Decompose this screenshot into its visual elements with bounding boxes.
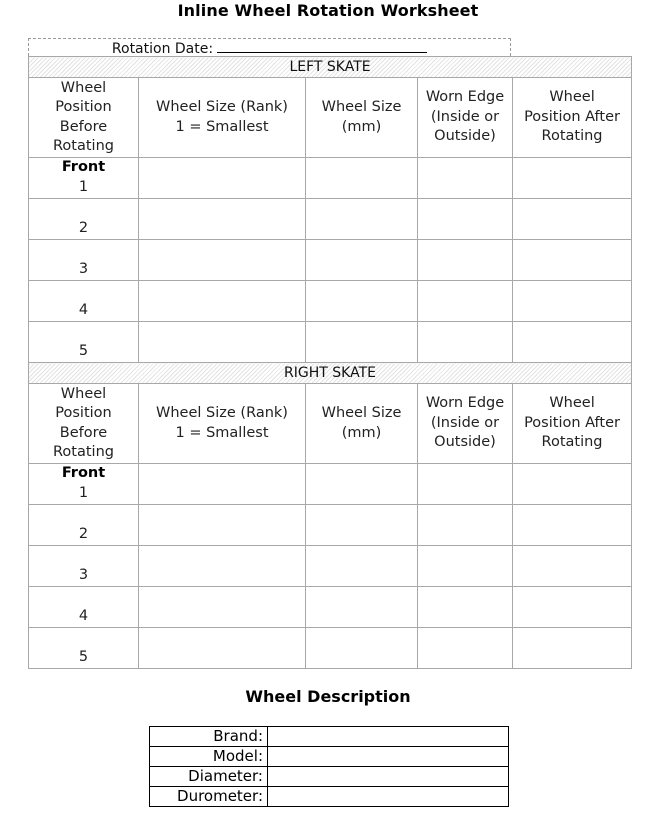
right-skate-header: RIGHT SKATE	[29, 363, 632, 384]
worn-edge-cell[interactable]	[418, 281, 513, 322]
diameter-row	[150, 767, 509, 787]
position-cell: 4	[29, 587, 139, 628]
worn-edge-cell[interactable]	[418, 240, 513, 281]
worn-edge-cell[interactable]	[418, 505, 513, 546]
position-after-cell[interactable]	[513, 628, 632, 669]
table-row	[29, 546, 632, 587]
col-header-position-after: Wheel Position After Rotating	[513, 78, 632, 158]
durometer-label: Durometer:	[150, 787, 268, 807]
size-mm-cell[interactable]	[306, 240, 418, 281]
size-mm-cell[interactable]	[306, 322, 418, 363]
rank-cell[interactable]	[139, 587, 306, 628]
rank-cell[interactable]	[139, 322, 306, 363]
position-after-cell[interactable]	[513, 281, 632, 322]
table-row	[29, 240, 632, 281]
size-mm-cell[interactable]	[306, 158, 418, 199]
position-cell: 5	[29, 628, 139, 669]
diameter-field[interactable]	[268, 767, 509, 787]
worn-edge-cell[interactable]	[418, 628, 513, 669]
table-row	[29, 628, 632, 669]
position-after-cell[interactable]	[513, 158, 632, 199]
rotation-date-label: Rotation Date:	[111, 41, 214, 57]
position-after-cell[interactable]	[513, 240, 632, 281]
rank-cell[interactable]	[139, 546, 306, 587]
table-row	[29, 505, 632, 546]
table-row	[29, 322, 632, 363]
col-header-worn-edge: Worn Edge (Inside or Outside)	[418, 384, 513, 464]
col-header-position-before: Wheel Position Before Rotating	[29, 384, 139, 464]
rank-cell[interactable]	[139, 240, 306, 281]
page-title: Inline Wheel Rotation Worksheet	[177, 1, 479, 20]
worn-edge-cell[interactable]	[418, 464, 513, 505]
rotation-date-box	[28, 38, 511, 56]
column-header-row	[29, 78, 632, 158]
worn-edge-cell[interactable]	[418, 587, 513, 628]
position-after-cell[interactable]	[513, 199, 632, 240]
col-header-size-mm: Wheel Size (mm)	[306, 384, 418, 464]
rank-cell[interactable]	[139, 505, 306, 546]
front-label: Front	[61, 159, 106, 175]
brand-field[interactable]	[268, 727, 509, 747]
worn-edge-cell[interactable]	[418, 199, 513, 240]
col-header-position-after: Wheel Position After Rotating	[513, 384, 632, 464]
table-row	[29, 587, 632, 628]
model-row	[150, 747, 509, 767]
table-row	[29, 199, 632, 240]
col-header-size-rank: Wheel Size (Rank) 1 = Smallest	[139, 384, 306, 464]
col-header-size-mm: Wheel Size (mm)	[306, 78, 418, 158]
table-row	[29, 281, 632, 322]
wheel-description-title: Wheel Description	[245, 687, 411, 706]
size-mm-cell[interactable]	[306, 587, 418, 628]
table-row	[29, 464, 632, 505]
brand-label: Brand:	[150, 727, 268, 747]
position-cell: 2	[29, 505, 139, 546]
position-after-cell[interactable]	[513, 464, 632, 505]
column-header-row	[29, 384, 632, 464]
col-header-position-before: Wheel Position Before Rotating	[29, 78, 139, 158]
model-field[interactable]	[268, 747, 509, 767]
position-after-cell[interactable]	[513, 505, 632, 546]
size-mm-cell[interactable]	[306, 199, 418, 240]
rotation-date-field[interactable]	[217, 39, 427, 53]
size-mm-cell[interactable]	[306, 628, 418, 669]
position-after-cell[interactable]	[513, 546, 632, 587]
rank-cell[interactable]	[139, 199, 306, 240]
size-mm-cell[interactable]	[306, 464, 418, 505]
brand-row	[150, 727, 509, 747]
wheel-description-table	[149, 726, 509, 807]
front-label: Front	[61, 465, 106, 481]
position-cell: 4	[29, 281, 139, 322]
table-row	[29, 158, 632, 199]
rank-cell[interactable]	[139, 281, 306, 322]
position-after-cell[interactable]	[513, 322, 632, 363]
worn-edge-cell[interactable]	[418, 546, 513, 587]
durometer-row	[150, 787, 509, 807]
rank-cell[interactable]	[139, 464, 306, 505]
left-skate-table	[28, 56, 632, 669]
size-mm-cell[interactable]	[306, 281, 418, 322]
diameter-label: Diameter:	[150, 767, 268, 787]
size-mm-cell[interactable]	[306, 505, 418, 546]
rank-cell[interactable]	[139, 158, 306, 199]
left-skate-header: LEFT SKATE	[29, 57, 632, 78]
col-header-size-rank: Wheel Size (Rank) 1 = Smallest	[139, 78, 306, 158]
size-mm-cell[interactable]	[306, 546, 418, 587]
worn-edge-cell[interactable]	[418, 158, 513, 199]
position-after-cell[interactable]	[513, 587, 632, 628]
durometer-field[interactable]	[268, 787, 509, 807]
position-cell: Front 1	[29, 464, 139, 505]
position-cell: 3	[29, 546, 139, 587]
col-header-worn-edge: Worn Edge (Inside or Outside)	[418, 78, 513, 158]
worn-edge-cell[interactable]	[418, 322, 513, 363]
position-cell: 3	[29, 240, 139, 281]
position-cell: Front 1	[29, 158, 139, 199]
model-label: Model:	[150, 747, 268, 767]
position-cell: 5	[29, 322, 139, 363]
position-cell: 2	[29, 199, 139, 240]
rank-cell[interactable]	[139, 628, 306, 669]
